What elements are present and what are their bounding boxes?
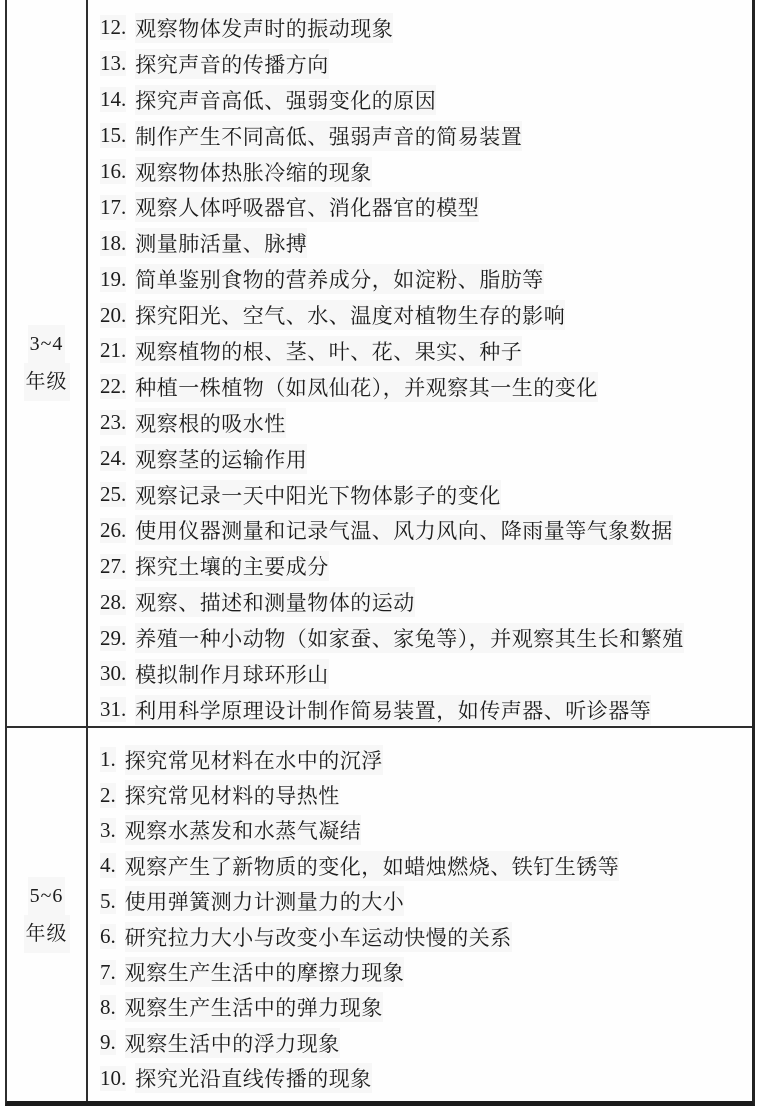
item-text: 观察生产生活中的摩擦力现象 — [125, 957, 405, 987]
experiment-item — [100, 584, 748, 620]
item-text: 观察生产生活中的弹力现象 — [125, 992, 383, 1022]
experiment-item — [100, 46, 748, 82]
experiment-item — [100, 154, 748, 190]
experiment-item — [100, 82, 748, 118]
item-number: 16. — [100, 159, 127, 183]
item-text: 探究常见材料在水中的沉浮 — [125, 745, 383, 775]
item-number: 7. — [100, 959, 116, 984]
experiment-item — [100, 884, 748, 919]
item-text: 使用弹簧测力计测量力的大小 — [125, 886, 405, 916]
item-number: 24. — [100, 446, 127, 471]
experiment-item — [100, 261, 748, 297]
item-text: 探究土壤的主要成分 — [135, 551, 329, 581]
grade-label-range: 5~6 — [28, 877, 66, 915]
item-number: 30. — [100, 661, 127, 686]
experiment-item — [100, 512, 748, 548]
item-number: 26. — [100, 517, 127, 542]
experiment-item — [100, 954, 748, 989]
item-number: 28. — [100, 589, 127, 614]
experiment-item — [100, 777, 748, 812]
item-number: 10. — [100, 1065, 127, 1090]
item-text: 观察记录一天中阳光下物体影子的变化 — [135, 480, 501, 510]
item-text: 制作产生不同高低、强弱声音的简易装置 — [135, 121, 522, 151]
experiment-item — [100, 848, 748, 883]
item-number: 29. — [100, 625, 127, 650]
item-number: 3. — [100, 817, 116, 842]
experiment-item — [100, 620, 748, 656]
item-text: 观察植物的根、茎、叶、花、果实、种子 — [135, 336, 522, 366]
item-number: 21. — [100, 338, 127, 363]
item-text: 探究声音的传播方向 — [135, 49, 329, 79]
experiment-item — [100, 1025, 748, 1060]
item-text: 观察产生了新物质的变化，如蜡烛燃烧、铁钉生锈等 — [125, 851, 620, 881]
experiment-item — [100, 656, 748, 692]
item-text: 观察人体呼吸器官、消化器官的模型 — [135, 192, 479, 222]
grade-cell-3-4 — [7, 0, 88, 726]
experiment-item — [100, 990, 748, 1025]
experiments-table — [5, 0, 755, 1106]
item-text: 观察茎的运输作用 — [135, 444, 307, 474]
experiment-item — [100, 189, 748, 225]
item-text: 观察、描述和测量物体的运动 — [135, 587, 415, 617]
item-number: 13. — [100, 51, 127, 76]
item-number: 17. — [100, 194, 127, 219]
item-number: 23. — [100, 410, 127, 435]
item-text: 测量肺活量、脉搏 — [135, 228, 307, 258]
item-text: 研究拉力大小与改变小车运动快慢的关系 — [125, 922, 512, 952]
experiment-item — [100, 477, 748, 513]
experiment-item — [100, 1061, 748, 1096]
item-text: 利用科学原理设计制作简易装置，如传声器、听诊器等 — [135, 695, 651, 725]
experiment-list-3-4 — [88, 0, 752, 726]
item-number: 12. — [100, 15, 127, 40]
item-text: 观察水蒸发和水蒸气凝结 — [125, 815, 362, 845]
experiment-item — [100, 297, 748, 333]
experiment-item — [100, 813, 748, 848]
item-number: 19. — [100, 266, 127, 291]
experiment-item — [100, 548, 748, 584]
item-number: 14. — [100, 87, 127, 112]
experiment-item — [100, 919, 748, 954]
experiment-item — [100, 369, 748, 405]
item-number: 25. — [100, 482, 127, 507]
table-row-grade-5-6 — [7, 728, 752, 1101]
experiment-item — [100, 10, 748, 46]
experiment-list-5-6 — [88, 728, 752, 1101]
item-number: 18. — [100, 230, 127, 255]
experiment-item — [100, 692, 748, 726]
item-text: 种植一株植物（如凤仙花），并观察其一生的变化 — [135, 372, 598, 402]
grade-label-suffix: 年级 — [24, 915, 70, 953]
item-number: 5. — [100, 888, 116, 913]
item-number: 20. — [100, 302, 127, 327]
item-text: 使用仪器测量和记录气温、风力风向、降雨量等气象数据 — [135, 515, 673, 545]
experiment-item — [100, 405, 748, 441]
item-text: 观察生活中的浮力现象 — [125, 1028, 340, 1058]
item-number: 15. — [100, 123, 127, 148]
item-number: 6. — [100, 924, 116, 949]
item-text: 简单鉴别食物的营养成分，如淀粉、脂肪等 — [135, 264, 544, 294]
item-number: 31. — [100, 697, 127, 722]
item-number: 8. — [100, 994, 116, 1019]
experiment-item — [100, 742, 748, 777]
item-text: 探究声音高低、强弱变化的原因 — [135, 85, 436, 115]
item-text: 观察物体发声时的振动现象 — [135, 13, 393, 43]
experiment-item — [100, 441, 748, 477]
experiment-item — [100, 225, 748, 261]
item-text: 观察物体热胀冷缩的现象 — [135, 157, 372, 187]
item-text: 探究光沿直线传播的现象 — [135, 1063, 372, 1093]
grade-label-suffix: 年级 — [24, 363, 70, 401]
item-number: 2. — [100, 782, 116, 807]
grade-label-range: 3~4 — [28, 325, 66, 363]
item-text: 模拟制作月球环形山 — [135, 659, 329, 689]
item-text: 探究阳光、空气、水、温度对植物生存的影响 — [135, 300, 565, 330]
experiment-item — [100, 118, 748, 154]
item-number: 4. — [100, 853, 116, 878]
item-number: 1. — [100, 747, 116, 772]
item-number: 9. — [100, 1030, 116, 1055]
grade-cell-5-6 — [7, 728, 88, 1101]
item-number: 27. — [100, 553, 127, 578]
item-text: 探究常见材料的导热性 — [125, 780, 340, 810]
item-number: 22. — [100, 374, 127, 399]
table-row-grade-3-4 — [7, 0, 752, 728]
item-text: 养殖一种小动物（如家蚕、家兔等），并观察其生长和繁殖 — [135, 623, 684, 653]
item-text: 观察根的吸水性 — [135, 408, 286, 438]
experiment-item — [100, 333, 748, 369]
